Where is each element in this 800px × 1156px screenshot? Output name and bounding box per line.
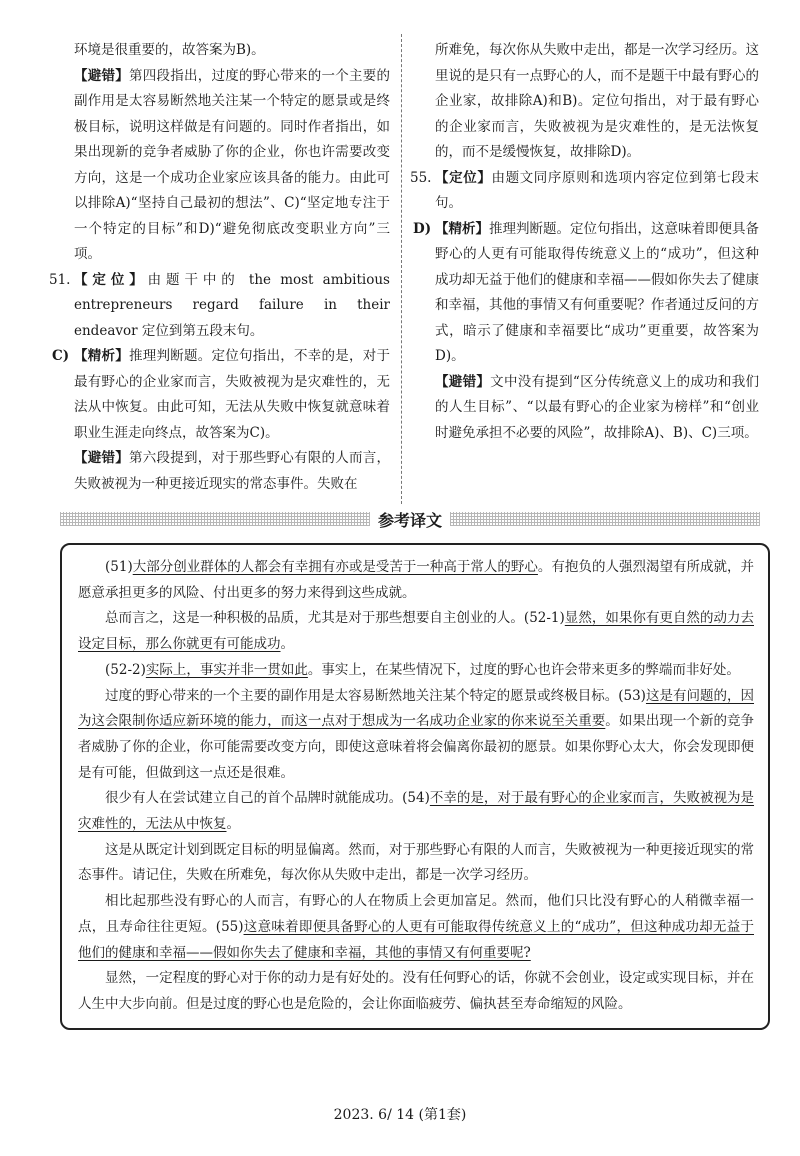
underlined-sentence: 显然，如果你有更自然的动力去设定目标，那么你就更有可能成功 [78, 610, 754, 653]
paragraph: 环境是很重要的，故答案为B)。 [74, 42, 265, 58]
translation-paragraph: 这是从既定计划到既定目标的明显偏离。然而，对于那些野心有限的人而言，失败被视为一种更接近现实的常态事件。请记住，失败在所难免，每次你从失败中走出，都是一次学习经历。 [78, 841, 754, 884]
translation-box [60, 543, 770, 1030]
translation-paragraph: 总而言之，这是一种积极的品质，尤其是对于那些想要自主创业的人。(52-1)显然，如果你有更自然的动力去设定目标，那么你就更有可能成功。 [78, 610, 754, 653]
question-number: 51. [49, 271, 71, 288]
tag-label: 【避错】 [74, 450, 129, 466]
tag-label: 【精析】 [74, 348, 129, 364]
tag-label: 【避错】 [435, 373, 491, 390]
paragraph: 所难免，每次你从失败中走出，都是一次学习经历。这里说的是只有一点野心的人，而不是题干中最有野心的企业家，故排除A)和B)。定位句指出，对于最有野心的企业家而言，失败被视为是灾难性的，是无法恢复的，而不是缓慢恢复，故排除D)。 [435, 42, 759, 160]
underlined-sentence: 实际上，事实并非一贯如此 [145, 661, 308, 678]
column-divider [401, 34, 402, 504]
page-footer: 2023. 6/ 14 (第1套) [333, 1107, 467, 1123]
hatch-bar-left [60, 512, 370, 526]
tag-label: 【定位】 [435, 169, 492, 186]
tag-label: 【精析】 [435, 220, 489, 237]
underlined-sentence: 这是有问题的，因为这会限制你适应新环境的能力，而这一点对于想成为一名成功企业家的你来说至关重要 [78, 687, 755, 730]
paragraph [52, 64, 390, 268]
paragraph-text: 由题文同序原则和选项内容定位到第七段末句。 [435, 169, 760, 211]
question-51-distractor [52, 446, 390, 497]
question-number: 55. [410, 169, 432, 186]
question-55-analysis [413, 217, 759, 370]
question-55-distractor [413, 370, 759, 447]
tag-label: 【定位】 [74, 271, 148, 288]
answer-letter: D) [413, 220, 432, 237]
paragraph-text: 文中没有提到“区分传统意义上的成功和我们的人生目标”、“以最有野心的企业家为榜样”和“创业时避免承担不必要的风险”，故排除A)、B)、C)三项。 [435, 373, 760, 441]
translation-paragraph: 显然，一定程度的野心对于你的动力是有好处的。没有任何野心的话，你就不会创业，设定或实现目标，并在人生中大步向前。但是过度的野心也是危险的，会让你面临疲劳、偏执甚至寿命缩短的风险。 [78, 970, 754, 1012]
underlined-sentence: 这意味着即便具备野心的人更有可能取得传统意义上的“成功”，但这种成功却无益于他们的健康和幸福——假如你失去了健康和幸福，其他的事情又有何重要呢? [78, 918, 754, 961]
paragraph-text: 第四段指出，过度的野心带来的一个主要的副作用是太容易断然地关注某一个特定的愿景或是终极目标，说明这样做是有问题的。同时作者指出，如果出现新的竞争者威胁了你的企业，你也许需要改变方向，这是一个成功企业家应该具备的能力。由此可以排除A)“坚持自己最初的想法”、C)“坚定地专注于一个特定的目标”和D)“避免彻底改变职业方向”三项。 [74, 67, 390, 262]
translation-paragraph: 过度的野心带来的一个主要的副作用是太容易断然地关注某个特定的愿景或终极目标。(53)这是有问题的，因为这会限制你适应新环境的能力，而这一点对于想成为一名成功企业家的你来说至关重要。如果出现一个新的竞争者威胁了你的企业，你可能需要改变方向，即使这意味着将会偏离你最初的愿景。如果你野心太大，你会发现即便是有可能，但做到这一点还是很难。 [78, 687, 755, 781]
paragraph-text: 推理判断题。定位句指出，这意味着即便具备野心的人更有可能取得传统意义上的“成功”，但这种成功却无益于他们的健康和幸福——假如你失去了健康和幸福，其他的事情又有何重要呢？作者通过反问的方式，暗示了健康和幸福要比“成功”更重要，故答案为D)。 [435, 220, 759, 364]
paragraph-text: 第六段提到，对于那些野心有限的人而言，失败被视为一种更接近现实的常态事件。失败在 [74, 450, 390, 492]
question-51-locate [49, 268, 390, 345]
section-heading [60, 508, 760, 530]
translation-paragraph: 很少有人在尝试建立自己的首个品牌时就能成功。(54)不幸的是，对于最有野心的企业家而言，失败被视为是灾难性的，无法从中恢复。 [78, 790, 755, 833]
tag-label: 【避错】 [74, 67, 129, 84]
translation-paragraph: (51)大部分创业群体的人都会有幸拥有亦或是受苦于一种高于常人的野心。有抱负的人强烈渴望有所成就，并愿意承担更多的风险、付出更多的努力来得到这些成就。 [78, 559, 755, 601]
right-column [410, 38, 760, 446]
hatch-bar-right [450, 512, 760, 526]
underlined-sentence: 大部分创业群体的人都会有幸拥有亦或是受苦于一种高于常人的野心 [132, 559, 538, 575]
paragraph-text: 推理判断题。定位句指出，不幸的是，对于最有野心的企业家而言，失败被视为是灾难性的，无法从中恢复。由此可知，无法从失败中恢复就意味着职业生涯走向终点，故答案为C)。 [74, 348, 390, 441]
question-51-analysis [52, 344, 390, 446]
section-title: 参考译文 [378, 510, 443, 530]
question-55-locate [410, 166, 760, 217]
underlined-sentence: 不幸的是，对于最有野心的企业家而言，失败被视为是灾难性的，无法从中恢复 [78, 790, 755, 833]
answer-letter: C) [52, 348, 70, 364]
paragraph-text: 由题干中的 the most ambitious entrepreneurs regard failure in their endeavor 定位到第五段末句。 [74, 271, 390, 339]
translation-paragraph: (52-2)实际上，事实并非一贯如此。事实上，在某些情况下，过度的野心也许会带来更多的弊端而非好处。 [105, 661, 740, 678]
left-column [49, 38, 390, 497]
translation-paragraph: 相比起那些没有野心的人而言，有野心的人在物质上会更加富足。然而，他们只比没有野心的人稍微幸福一点，且寿命往往更短。(55)这意味着即便具备野心的人更有可能取得传统意义上的“成功”，但这种成功却无益于他们的健康和幸福——假如你失去了健康和幸福，其他的事情又有何重要呢? [78, 893, 754, 961]
